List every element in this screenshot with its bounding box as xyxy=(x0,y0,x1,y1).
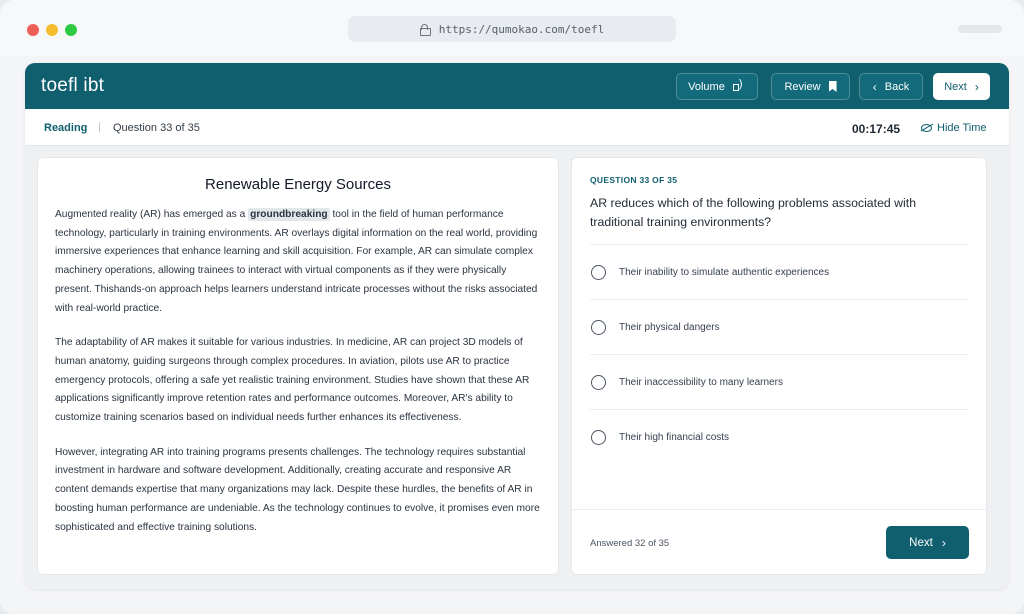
radio-button[interactable] xyxy=(591,320,606,335)
eye-off-icon xyxy=(921,124,932,132)
next-label: Next xyxy=(909,536,933,549)
next-button[interactable] xyxy=(886,526,969,559)
status-bar xyxy=(25,109,1009,146)
answer-option[interactable] xyxy=(590,245,968,300)
brand-title: toefl ibt xyxy=(41,75,105,96)
header-next-label: Next xyxy=(944,80,967,93)
minimize-window-dot[interactable] xyxy=(46,24,58,36)
answer-option[interactable] xyxy=(590,355,968,410)
section-name: Reading xyxy=(44,122,88,134)
browser-menu-pill[interactable] xyxy=(958,25,1002,33)
reading-passage-panel xyxy=(37,157,559,575)
chevron-right-icon: › xyxy=(974,79,979,94)
highlighted-word: groundbreaking xyxy=(250,209,328,220)
passage-paragraph-3: However, integrating AR into training programs presents challenges. The technology requires substantial investment in hardware and software development. Additionally, creating accurate and responsive AR content demands expertise that many organizations may lack. Despite these hurdles, the benefits of AR in boosting human performance are undeniable. As the technology continues to evolve, it promises even more sophisticated and effective training solutions. xyxy=(55,446,540,533)
option-label: Their high financial costs xyxy=(619,432,730,443)
radio-button[interactable] xyxy=(591,375,606,390)
bookmark-icon xyxy=(829,81,837,92)
answer-option[interactable] xyxy=(590,300,968,355)
close-window-dot[interactable] xyxy=(27,24,39,36)
question-label: QUESTION 33 OF 35 xyxy=(590,175,678,185)
volume-label: Volume xyxy=(688,80,725,93)
top-bar xyxy=(25,63,1009,109)
address-bar[interactable] xyxy=(348,16,676,42)
answer-option[interactable] xyxy=(590,410,968,465)
passage-paragraph-2: The adaptability of AR makes it suitable for various industries. In medicine, AR can project 3D models of human anatomy, guiding surgeons through complex procedures. In aviation, pilots use AR to practice emergency protocols, offering a safe yet realistic training environment. Studies have shown that these AR applications significantly improve retention rates and performance outcomes. Moreover, AR's ability to customize training scenarios based on individual needs further enhances its effectiveness. xyxy=(55,337,530,424)
answer-options xyxy=(590,244,968,465)
question-panel xyxy=(571,157,987,575)
option-label: Their physical dangers xyxy=(619,321,720,333)
hide-time-button[interactable] xyxy=(921,122,987,134)
footer-divider xyxy=(572,509,986,510)
review-button[interactable] xyxy=(771,73,850,100)
paragraph-text: tool in the field of human performance technology, particularly in training environments. AR overlays digital information on the real world, providing immersive experiences that enhance learning and skill acquisition. For example, AR can simulate complex machinery operations, allowing trainees to interact with virtual components as if they were physically present. Thishands-on approach helps learners understand intricate processes without the risks associated with real-world practice. xyxy=(55,209,538,314)
review-label: Review xyxy=(784,80,821,93)
paragraph-text: Augmented reality (AR) has emerged as a xyxy=(55,209,249,220)
answered-count: Answered 32 of 35 xyxy=(590,538,670,549)
back-label: Back xyxy=(884,80,910,93)
timer: 00:17:45 xyxy=(852,122,901,136)
option-label: Their inability to simulate authentic experiences xyxy=(619,266,830,278)
volume-button[interactable] xyxy=(676,73,758,100)
test-app xyxy=(25,63,1009,589)
url-text: https://qumokao.com/toefl xyxy=(438,22,605,36)
radio-button[interactable] xyxy=(591,430,606,445)
radio-button[interactable] xyxy=(591,265,606,280)
question-text: AR reduces which of the following problems associated with traditional training environments? xyxy=(590,196,917,229)
speaker-icon xyxy=(733,81,746,92)
chevron-left-icon: ‹ xyxy=(872,79,877,94)
lock-icon xyxy=(420,24,429,34)
option-label: Their inaccessibility to many learners xyxy=(619,376,783,388)
header-next-button[interactable] xyxy=(933,73,990,100)
question-counter: Question 33 of 35 xyxy=(113,122,200,134)
passage-title: Renewable Energy Sources xyxy=(205,176,391,193)
passage-paragraph-1 xyxy=(55,206,541,318)
maximize-window-dot[interactable] xyxy=(65,24,77,36)
hide-time-label: Hide Time xyxy=(937,122,987,134)
browser-chrome xyxy=(0,0,1024,56)
back-button[interactable] xyxy=(859,73,923,100)
divider: | xyxy=(98,121,101,133)
chevron-right-icon: › xyxy=(941,535,946,550)
